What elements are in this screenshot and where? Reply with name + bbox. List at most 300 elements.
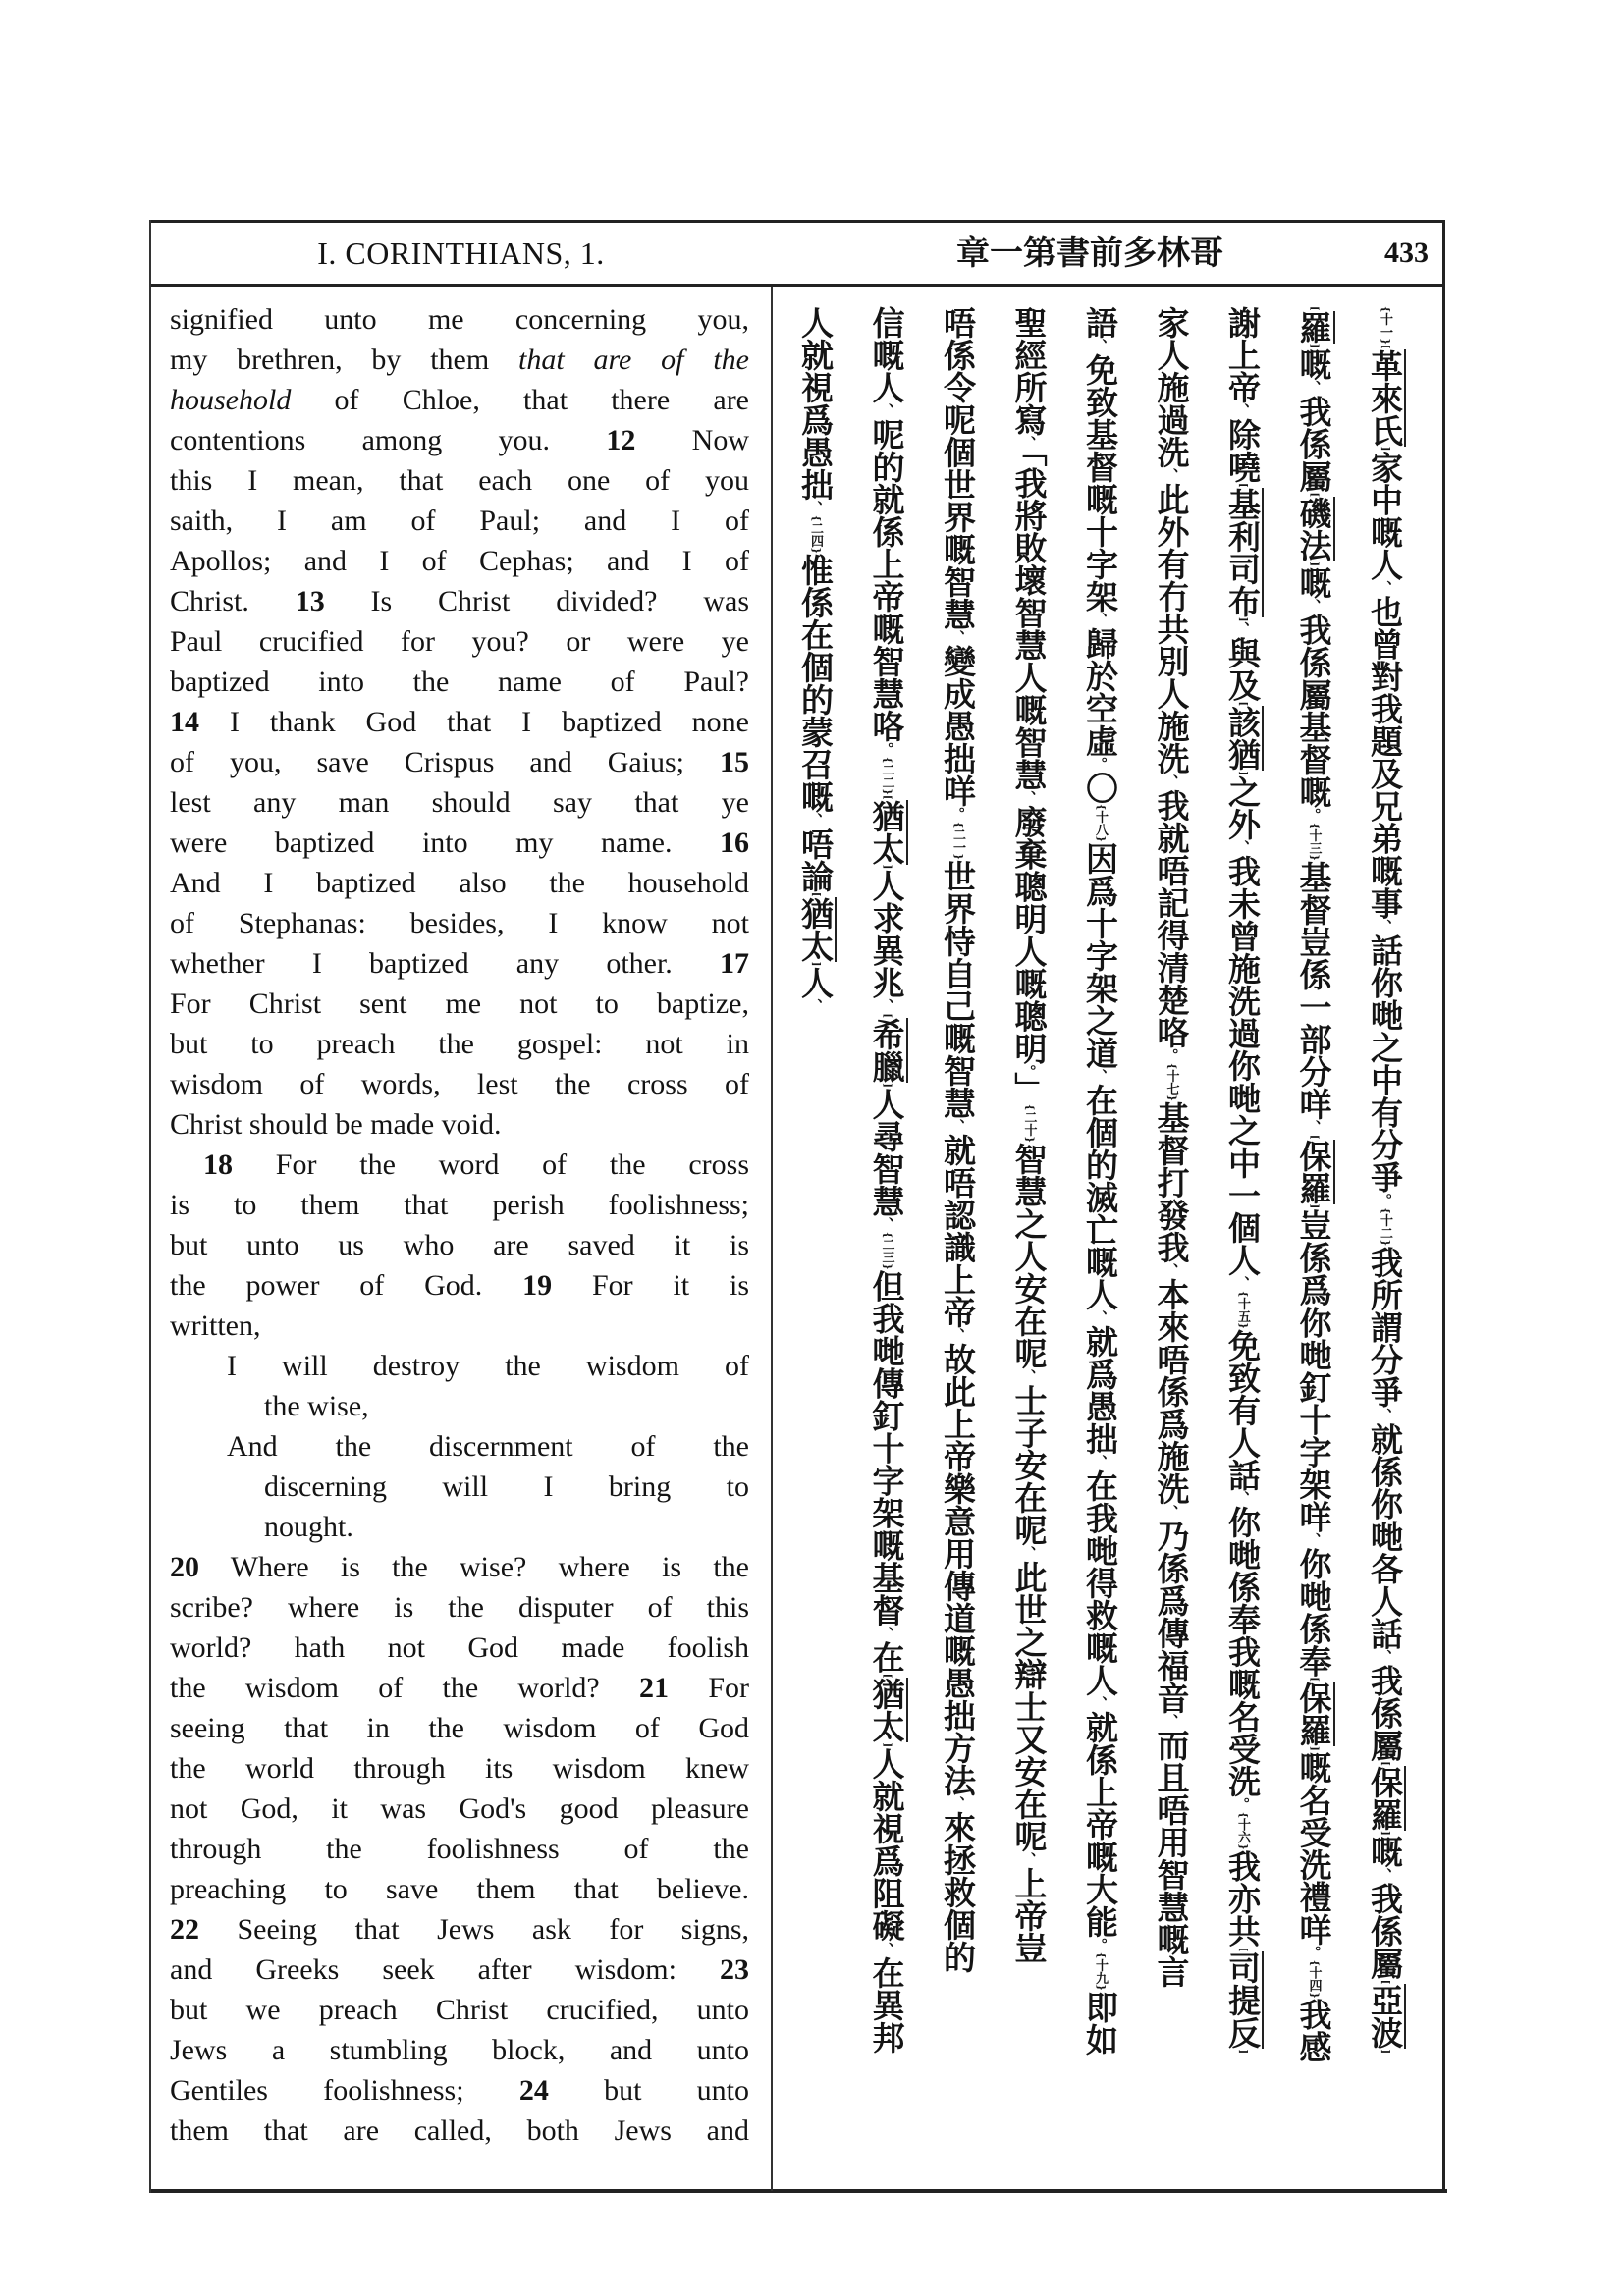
italic-text: household xyxy=(170,384,292,416)
chinese-char: 就 xyxy=(1081,1710,1119,1743)
chinese-char: 嘅 xyxy=(867,1528,906,1562)
proper-name-char: 法 xyxy=(1294,529,1333,562)
frame-right-rule xyxy=(1442,220,1445,2193)
text-run: of Chloe, that there are xyxy=(291,384,749,416)
chinese-char: 在 xyxy=(867,1956,906,1990)
chinese-char: 哋 xyxy=(1223,1081,1262,1114)
chinese-char: 在 xyxy=(1009,1304,1049,1337)
verse-number: 18 xyxy=(203,1148,233,1181)
text-run: For the word of the cross xyxy=(233,1148,749,1181)
chinese-char: 釘 xyxy=(867,1399,906,1432)
chinese-char: 如 xyxy=(1081,2022,1119,2056)
verse-number: 23 xyxy=(720,1953,749,1986)
chinese-char: 上 xyxy=(939,1407,977,1440)
chinese-char: 滅 xyxy=(1081,1180,1119,1213)
chinese-char: 爲 xyxy=(1081,1357,1119,1390)
chinese-char: 帝 xyxy=(939,1295,977,1328)
chinese-char: 之 xyxy=(1223,774,1262,808)
chinese-char: 督 xyxy=(1294,892,1333,926)
punctuation-mark: 、 xyxy=(877,1216,895,1232)
chinese-char: 嘅 xyxy=(867,339,906,371)
punctuation-mark: 、 xyxy=(948,1327,966,1343)
chinese-text-column xyxy=(791,306,839,2186)
proper-name-char: 猶 xyxy=(1223,738,1262,772)
chinese-char: 於 xyxy=(1081,660,1119,692)
chinese-char: 係 xyxy=(1294,957,1333,990)
chinese-char: 對 xyxy=(1366,660,1404,693)
proper-name-char: 氏 xyxy=(1366,413,1404,447)
verse-number: 二 xyxy=(879,1238,894,1252)
chinese-char: 人 xyxy=(1223,1243,1262,1276)
chinese-char: 成 xyxy=(939,677,977,710)
verse-marker: } xyxy=(1308,854,1320,861)
proper-name-char: 希 xyxy=(867,1018,906,1051)
proper-name-char: 司 xyxy=(1223,552,1262,585)
proper-name-char: 基 xyxy=(1223,487,1262,520)
chinese-char: 係 xyxy=(1152,1551,1191,1584)
verse-marker: { xyxy=(952,822,963,828)
chinese-char: 過 xyxy=(1152,403,1191,436)
chinese-char: 方 xyxy=(939,1731,977,1764)
punctuation-mark: 、 xyxy=(948,1118,966,1134)
chinese-char: 嘅 xyxy=(1366,515,1404,549)
chinese-char: 感 xyxy=(1294,2030,1333,2063)
chinese-char: 用 xyxy=(1152,1825,1191,1858)
verse-marker: { xyxy=(1237,1290,1248,1298)
verse-number: 三 xyxy=(1306,841,1322,855)
verse-number: 二 xyxy=(950,828,965,841)
chinese-char: 人 xyxy=(1009,1239,1049,1272)
chinese-char: 人 xyxy=(1009,934,1049,968)
chinese-char: 嘅 xyxy=(1009,693,1049,726)
chinese-char: 本 xyxy=(1152,1277,1191,1310)
verse-number: 14 xyxy=(170,706,199,738)
english-text-line xyxy=(170,1104,749,1145)
verse-number: 十 xyxy=(1378,312,1392,326)
chinese-char: 傳 xyxy=(1152,1616,1191,1649)
chinese-char: 之 xyxy=(1366,1031,1404,1064)
text-run: of you, save Crispus and Gaius; xyxy=(170,746,720,778)
chinese-char: 一 xyxy=(1223,1178,1262,1211)
chinese-char: 我 xyxy=(1009,466,1049,500)
english-text-line xyxy=(170,1265,749,1306)
english-text-line xyxy=(170,702,749,742)
chinese-char: 未 xyxy=(1223,886,1262,920)
chinese-char: 唔 xyxy=(796,827,835,860)
proper-name-char: 革 xyxy=(1366,348,1404,382)
chinese-char: 即 xyxy=(1081,1990,1119,2023)
verse-number: 七 xyxy=(1163,1082,1179,1095)
chinese-char: 論 xyxy=(796,859,835,892)
chinese-char: 嘅 xyxy=(1223,1667,1262,1700)
punctuation-mark: 、 xyxy=(1162,1713,1180,1729)
chinese-char: 愚 xyxy=(796,436,835,468)
text-run: but unto xyxy=(548,2074,750,2107)
chinese-char: 蒙 xyxy=(796,715,835,748)
chinese-char: 個 xyxy=(939,436,977,468)
chinese-char: 洗 xyxy=(1294,1847,1333,1881)
chinese-char: 士 xyxy=(1009,1383,1049,1416)
english-text-line xyxy=(170,1426,749,1467)
chinese-char: 奉 xyxy=(1294,1644,1333,1678)
english-text-line xyxy=(170,1668,749,1708)
chinese-char: 免 xyxy=(1081,353,1119,386)
punctuation-mark: 、 xyxy=(1162,468,1180,483)
chinese-char: 咩 xyxy=(1294,1500,1333,1533)
english-text-line xyxy=(170,1587,749,1628)
chinese-char: 話 xyxy=(1366,934,1404,967)
text-run: but to preach the gospel: not in xyxy=(170,1028,749,1060)
name-marker: ] xyxy=(1380,446,1390,452)
chinese-char: 我 xyxy=(1366,692,1404,725)
verse-number: 十 xyxy=(1306,828,1322,842)
chinese-char: 分 xyxy=(1366,1128,1404,1161)
chinese-char: 過 xyxy=(1223,1016,1262,1049)
chinese-char: 督 xyxy=(867,1593,906,1627)
chinese-char: 人 xyxy=(1366,1584,1404,1618)
chinese-char: 人 xyxy=(1152,677,1191,710)
text-run: this I mean, that each one of you xyxy=(170,464,749,497)
english-text-line xyxy=(170,1547,749,1587)
chinese-char: 施 xyxy=(1152,1439,1191,1472)
chinese-char: 基 xyxy=(867,1561,906,1594)
chinese-char: 愚 xyxy=(939,1666,977,1699)
punctuation-mark: 、 xyxy=(948,630,966,645)
punctuation-mark: 、 xyxy=(1304,1119,1323,1135)
proper-name-char: 反 xyxy=(1223,2016,1262,2050)
punctuation-mark: 。 xyxy=(1233,1796,1251,1812)
chinese-char: 傳 xyxy=(939,1569,977,1602)
english-text-line xyxy=(170,1346,749,1386)
punctuation-mark: 、 xyxy=(1376,1649,1393,1665)
text-run: nought. xyxy=(264,1511,353,1543)
name-marker: ] xyxy=(1237,616,1248,622)
punctuation-mark: 。 xyxy=(1376,1193,1393,1208)
chinese-char: 個 xyxy=(1223,1210,1262,1244)
chinese-char: 慧 xyxy=(939,598,977,630)
chinese-char: 洗 xyxy=(1223,1764,1262,1797)
chinese-char: 兆 xyxy=(867,966,906,999)
chinese-char: 呢 xyxy=(939,403,977,436)
chinese-char: 且 xyxy=(1152,1760,1191,1793)
text-run: For xyxy=(669,1672,749,1704)
chinese-char: 人 xyxy=(1009,661,1049,694)
chinese-char: 來 xyxy=(1152,1309,1191,1343)
chinese-char: 尋 xyxy=(867,1119,906,1152)
punctuation-mark: 、 xyxy=(1376,919,1393,934)
chinese-char: 基 xyxy=(1081,418,1119,451)
verse-number: 二 xyxy=(879,775,894,789)
chinese-char: 嘵 xyxy=(1223,451,1262,483)
punctuation-mark: 、 xyxy=(1162,1262,1180,1278)
punctuation-mark: 、 xyxy=(948,1795,966,1811)
text-run: contentions among you. xyxy=(170,424,607,456)
chinese-char: 哋 xyxy=(1081,1533,1119,1567)
chinese-char: 嘅 xyxy=(939,1633,977,1667)
english-text-line xyxy=(170,2070,749,2110)
chinese-char: 係 xyxy=(1366,1914,1404,1948)
chinese-char: 咯 xyxy=(867,710,906,742)
proper-name-char: 羅 xyxy=(1294,310,1333,344)
proper-name-char: 太 xyxy=(867,831,906,865)
text-run: discerning will I bring to xyxy=(264,1470,749,1503)
english-text-line xyxy=(170,1064,749,1104)
verse-marker: } xyxy=(1023,1136,1035,1143)
name-marker: [ xyxy=(1308,492,1320,498)
chinese-char: 名 xyxy=(1223,1699,1262,1733)
verse-number: 一 xyxy=(1378,325,1392,339)
verse-number: 十 xyxy=(1378,1213,1392,1227)
chinese-char: 人 xyxy=(1081,1663,1119,1696)
chinese-char: 嘅 xyxy=(939,1021,977,1054)
punctuation-mark: 、 xyxy=(877,998,895,1014)
chinese-char: 呢 xyxy=(867,418,906,451)
chinese-char: 在 xyxy=(867,1640,906,1674)
chinese-char: 的 xyxy=(796,682,835,716)
chinese-char: 智 xyxy=(1152,1857,1191,1891)
english-text-line xyxy=(170,1909,749,1949)
text-run: Seeing that Jews ask for signs, xyxy=(199,1913,749,1946)
chinese-char: 廢 xyxy=(1009,805,1049,838)
verse-number: 19 xyxy=(522,1269,553,1302)
chinese-char: 字 xyxy=(1081,938,1119,972)
chinese-char: 世 xyxy=(939,468,977,501)
chinese-char: 個 xyxy=(796,650,835,683)
verse-number: 八 xyxy=(1093,823,1108,836)
chinese-char: 上 xyxy=(1009,1866,1049,1899)
chinese-char: 慧 xyxy=(1009,758,1049,791)
chinese-char: 邦 xyxy=(867,2021,906,2055)
verse-marker: } xyxy=(1380,338,1390,345)
name-marker: [ xyxy=(1308,306,1320,311)
english-text-line xyxy=(170,460,749,501)
text-run: Paul crucified for you? or were ye xyxy=(170,625,749,658)
chinese-char: 就 xyxy=(1081,1324,1119,1358)
verse-marker: { xyxy=(1165,1063,1177,1070)
chinese-char: 共 xyxy=(1152,613,1191,645)
chinese-char: 拙 xyxy=(796,468,835,501)
chinese-char: 因 xyxy=(1081,841,1119,875)
chinese-char: 係 xyxy=(867,515,906,548)
text-run: Christ. xyxy=(170,585,296,617)
proper-name-char: 保 xyxy=(1366,1765,1404,1798)
chinese-char: 與 xyxy=(1223,636,1262,669)
punctuation-mark: 、 xyxy=(1019,436,1038,451)
chinese-char: 屬 xyxy=(1366,1947,1404,1980)
verse-marker: } xyxy=(1237,1843,1248,1850)
verse-number: 12 xyxy=(606,424,636,456)
chinese-char: 安 xyxy=(1009,1271,1049,1305)
chinese-char: 嘅 xyxy=(1294,347,1333,381)
chinese-char: 帝 xyxy=(1223,371,1262,403)
chinese-char: 界 xyxy=(939,891,977,925)
text-run: wisdom of words, lest the cross of xyxy=(170,1068,749,1100)
chinese-char: 用 xyxy=(939,1536,977,1570)
text-run: preaching to save them that believe. xyxy=(170,1873,749,1905)
chinese-char: 福 xyxy=(1152,1648,1191,1682)
proper-name-char: 猶 xyxy=(796,896,835,930)
chinese-char: 嘅 xyxy=(867,613,906,645)
text-run: but we preach Christ crucified, unto xyxy=(170,1994,749,2026)
chinese-char: 除 xyxy=(1223,418,1262,451)
chinese-char: 但 xyxy=(867,1269,906,1303)
chinese-char: 名 xyxy=(1294,1783,1333,1816)
chinese-char: 屬 xyxy=(1294,677,1333,711)
name-marker: [ xyxy=(810,891,821,897)
chinese-char: 愚 xyxy=(939,710,977,742)
chinese-char: 也 xyxy=(1366,595,1404,628)
punctuation-mark: 、 xyxy=(877,1626,895,1641)
chinese-char: 安 xyxy=(1009,1448,1049,1481)
chinese-char: 阻 xyxy=(867,1877,906,1910)
chinese-char: 記 xyxy=(1152,886,1191,919)
chinese-char: 我 xyxy=(1223,1849,1262,1883)
english-text-line xyxy=(170,1829,749,1869)
punctuation-mark: 、 xyxy=(1091,339,1109,353)
english-text-line xyxy=(170,1145,749,1185)
proper-name-char: 太 xyxy=(867,1710,906,1743)
chinese-char: 慧 xyxy=(939,1086,977,1119)
chinese-char: 哋 xyxy=(1294,1579,1333,1613)
verse-marker: { xyxy=(1023,1104,1035,1111)
english-text-line xyxy=(170,420,749,460)
chinese-char: 所 xyxy=(1009,371,1049,403)
chinese-text-column xyxy=(1148,306,1195,2186)
punctuation-mark: 、 xyxy=(877,1942,895,1957)
proper-name-char: 臘 xyxy=(867,1050,906,1084)
name-marker: ] xyxy=(881,1083,893,1088)
chinese-char: 我 xyxy=(1366,1664,1404,1697)
name-marker: ] xyxy=(1308,1746,1320,1751)
english-text-line xyxy=(170,1185,749,1225)
chinese-char: 係 xyxy=(1366,1696,1404,1730)
chinese-char: 我 xyxy=(1366,1882,1404,1915)
punctuation-mark: 。 xyxy=(877,742,895,757)
proper-name-char: 猶 xyxy=(867,799,906,832)
chinese-char: 恃 xyxy=(939,924,977,957)
verse-number: 二 xyxy=(1378,1226,1392,1240)
chinese-char: 呢 xyxy=(1009,1513,1049,1546)
chinese-char: 嘅 xyxy=(1152,1922,1191,1955)
punctuation-mark: 、 xyxy=(1233,1490,1251,1506)
chinese-char: 有 xyxy=(1152,548,1191,580)
chinese-char: 拯 xyxy=(939,1842,977,1876)
chinese-char: 聖 xyxy=(1009,306,1049,339)
chinese-char: 上 xyxy=(867,548,906,580)
chinese-char: 我 xyxy=(1294,395,1333,428)
chinese-char: 嘅 xyxy=(1294,565,1333,599)
chinese-char: 釘 xyxy=(1294,1370,1333,1404)
english-text-line xyxy=(170,299,749,340)
chinese-char: 來 xyxy=(939,1810,977,1843)
proper-name-char: 波 xyxy=(1366,2016,1404,2050)
name-marker: [ xyxy=(1237,483,1248,488)
verse-number: 九 xyxy=(1093,1971,1108,1985)
chinese-char: 唔 xyxy=(1152,1342,1191,1375)
punctuation-mark: 、 xyxy=(1019,1368,1038,1384)
verse-number: 二 xyxy=(879,763,894,776)
text-run: Now xyxy=(635,424,749,456)
running-head-english: I. CORINTHIANS, 1. xyxy=(317,236,605,271)
running-head-chinese: 哥林多前書第一章 xyxy=(956,234,1223,273)
english-text-line xyxy=(170,943,749,984)
chinese-char: 爲 xyxy=(867,1844,906,1878)
chinese-char: 就 xyxy=(939,1133,977,1166)
chinese-char: 豈 xyxy=(1009,1931,1049,1964)
chinese-char: 我 xyxy=(1294,613,1333,646)
chinese-char: 惟 xyxy=(796,553,835,586)
punctuation-mark: 、 xyxy=(1233,621,1251,637)
chinese-char: 拙 xyxy=(1081,1421,1119,1455)
verse-number: 十 xyxy=(1093,1958,1108,1972)
chinese-char: 施 xyxy=(1223,951,1262,985)
text-run: baptized into the name of Paul? xyxy=(170,666,749,698)
name-marker: ] xyxy=(881,1742,893,1748)
chinese-char: 世 xyxy=(1009,1592,1049,1626)
chinese-char: 奉 xyxy=(1223,1602,1262,1635)
chinese-char: 之 xyxy=(1009,1206,1049,1240)
chinese-char: 我 xyxy=(1223,854,1262,887)
column-divider xyxy=(771,287,773,2191)
chinese-char: 十 xyxy=(1081,906,1119,939)
english-text-line xyxy=(170,1949,749,1990)
chinese-char: 爲 xyxy=(1294,1273,1333,1307)
chinese-char: 家 xyxy=(1152,306,1191,339)
chinese-char: 架 xyxy=(1081,971,1119,1004)
chinese-char: 人 xyxy=(1152,339,1191,371)
chinese-char: 部 xyxy=(1294,1022,1333,1055)
chinese-char: 嘅 xyxy=(1294,1750,1333,1784)
name-marker: [ xyxy=(881,1673,893,1679)
chinese-char: 之 xyxy=(1009,1625,1049,1658)
chinese-char: 語 xyxy=(1081,306,1119,339)
punctuation-mark: 、 xyxy=(1162,774,1180,789)
chinese-char: 的 xyxy=(867,451,906,483)
verse-number: 六 xyxy=(1235,1831,1250,1844)
chinese-char: 智 xyxy=(867,645,906,677)
name-marker: [ xyxy=(881,1013,893,1019)
frame-top-rule xyxy=(149,220,1445,223)
chinese-char: 智 xyxy=(939,565,977,598)
chinese-char: 帝 xyxy=(1081,1807,1119,1841)
punctuation-mark: 、 xyxy=(1233,839,1251,855)
chinese-char: 的 xyxy=(1081,1148,1119,1181)
chinese-char: 十 xyxy=(867,1431,906,1465)
verse-marker: } xyxy=(881,1263,893,1270)
proper-name-char: 羅 xyxy=(1294,1714,1333,1747)
verse-marker: { xyxy=(1380,1207,1390,1214)
name-marker: ] xyxy=(1237,2049,1248,2055)
chinese-text-column xyxy=(863,306,910,2186)
chinese-char: 字 xyxy=(1081,548,1119,580)
chinese-char: 在 xyxy=(796,617,835,651)
punctuation-mark: 、 xyxy=(1091,1068,1109,1084)
chinese-char: 得 xyxy=(1081,1566,1119,1599)
chinese-char: 係 xyxy=(1294,645,1333,678)
chinese-char: 智 xyxy=(1009,1142,1049,1175)
chinese-char: 就 xyxy=(1152,822,1191,854)
chinese-char: 你 xyxy=(1366,966,1404,999)
english-text-line xyxy=(170,1990,749,2030)
verse-marker: } xyxy=(1380,1239,1390,1247)
verse-number: 五 xyxy=(1235,1309,1250,1323)
chinese-char: 一 xyxy=(1294,989,1333,1023)
chinese-char: 此 xyxy=(1152,483,1191,515)
chinese-char: 爲 xyxy=(796,403,835,436)
chinese-char: 督 xyxy=(1152,1133,1191,1166)
chinese-char: 慧 xyxy=(1009,1174,1049,1207)
text-run: the power of God. xyxy=(170,1269,523,1302)
